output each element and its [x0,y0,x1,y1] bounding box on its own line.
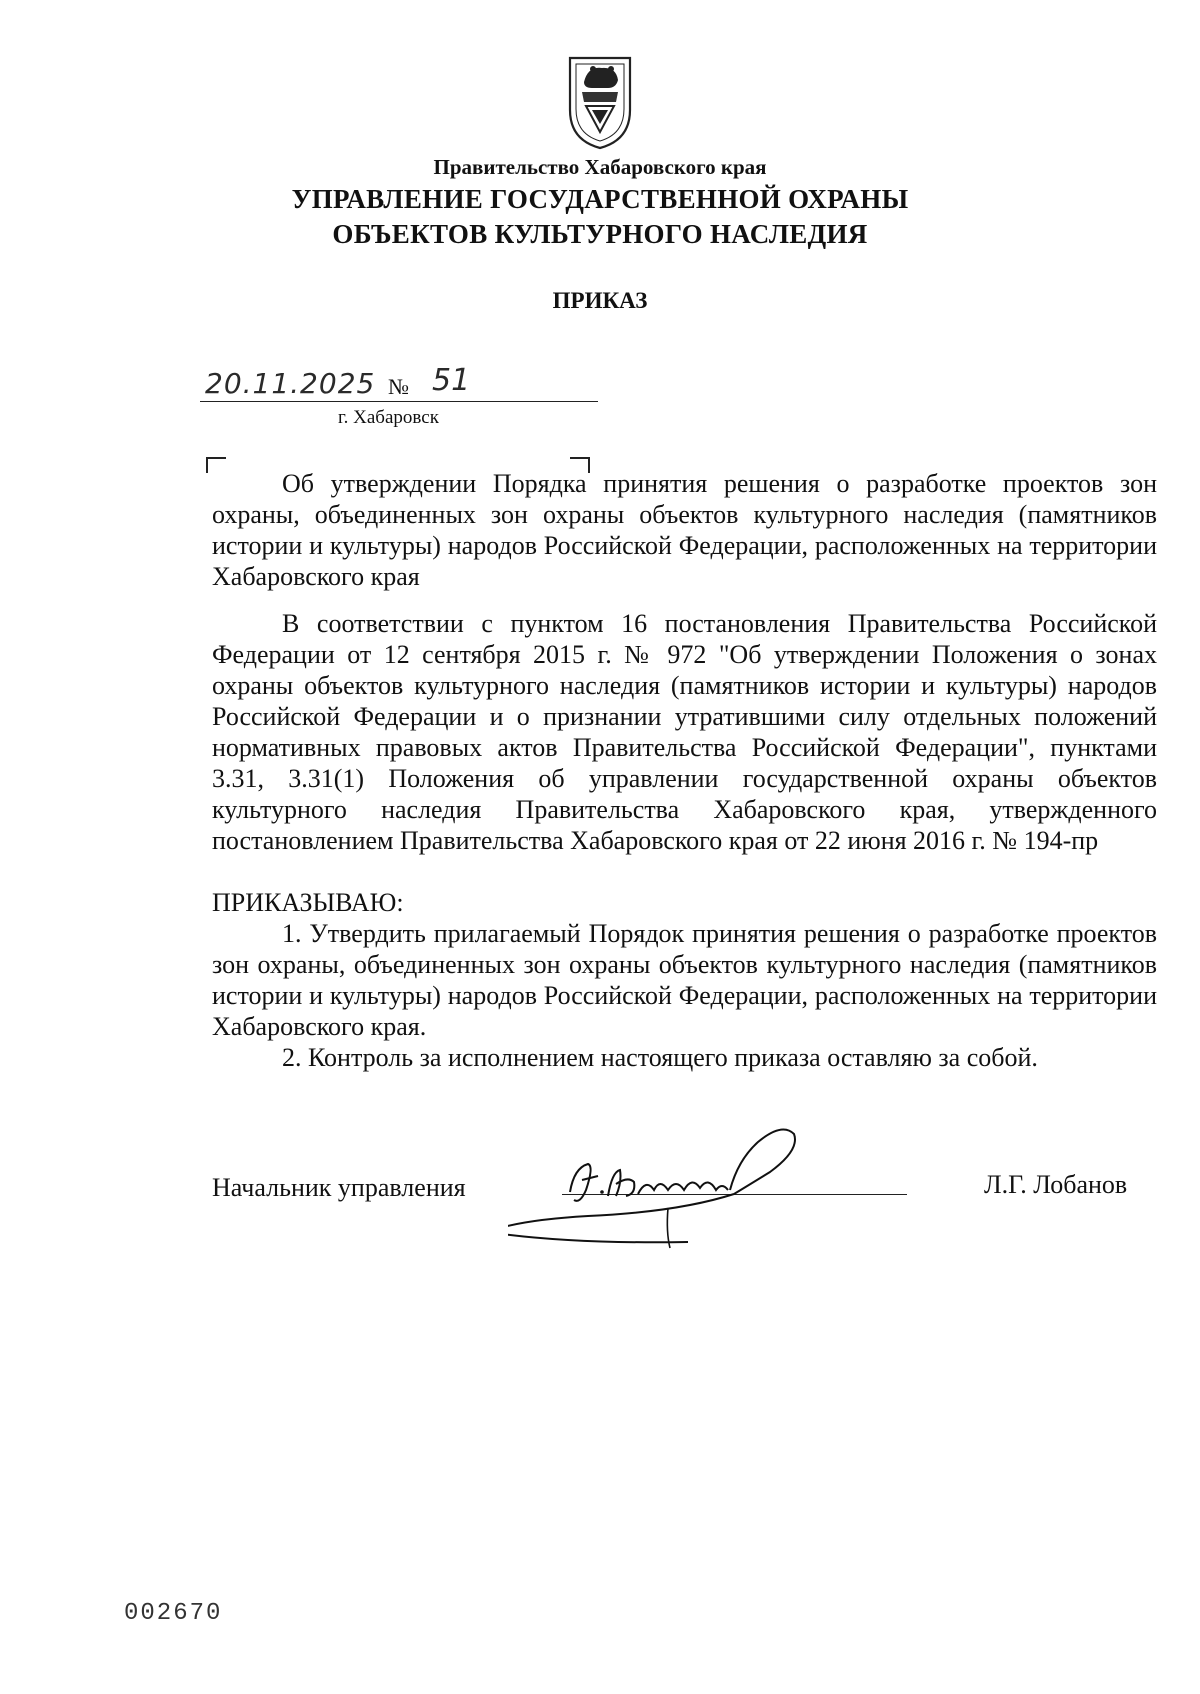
coat-of-arms-icon [562,52,638,152]
order-item-1: 1. Утвердить прилагаемый Порядок принятия решения о разработке проектов зон охраны, объединенных зон охраны объектов культурного наследия (памятников истории и культуры) народов Российской Федерации, расположенных на территории Хабаровского края. [212,919,1157,1041]
document-type: ПРИКАЗ [552,288,648,313]
order-directive-word: ПРИКАЗЫВАЮ: [212,888,404,917]
document-serial-number: 002670 [124,1600,223,1627]
signer-position: Начальник управления [212,1173,466,1202]
legal-basis-paragraph: В соответствии с пунктом 16 постановления Правительства Российской Федерации от 12 сентября 2015 г. № 972 "Об утверждении Положения о зонах охраны объектов культурного наследия (памятников истории и культуры) народов Российской Федерации и о признании утратившими силу отдельных положений нормативных правовых актов Правительства Российской Федерации", пунктами 3.31, 3.31(1) Положения об управлении государственной охраны объектов культурного наследия Правительства Хабаровского края, утвержденного постановлением Правительства Хабаровского края от 22 июня 2016 г. № 194-пр [212,609,1157,855]
date-number-underline [200,401,598,402]
order-date: 20.11.2025 [205,367,376,400]
order-item-2: 2. Контроль за исполнением настоящего приказа оставляю за собой. [282,1043,1038,1072]
order-subject: Об утверждении Порядка принятия решения о разработке проектов зон охраны, объединенных зон охраны объектов культурного наследия (памятников истории и культуры) народов Российской Федерации, расположенных на территории Хабаровского края [212,469,1157,591]
signer-name: Л.Г. Лобанов [984,1170,1128,1199]
number-sign: № [388,374,409,399]
government-name: Правительство Хабаровского края [433,155,767,179]
city-name: г. Хабаровск [338,407,439,428]
order-number: 51 [432,363,471,398]
department-name-line2: ОБЪЕКТОВ КУЛЬТУРНОГО НАСЛЕДИЯ [332,219,868,249]
department-name-line1: УПРАВЛЕНИЕ ГОСУДАРСТВЕННОЙ ОХРАНЫ [291,184,909,214]
handwritten-signature [508,1120,918,1250]
